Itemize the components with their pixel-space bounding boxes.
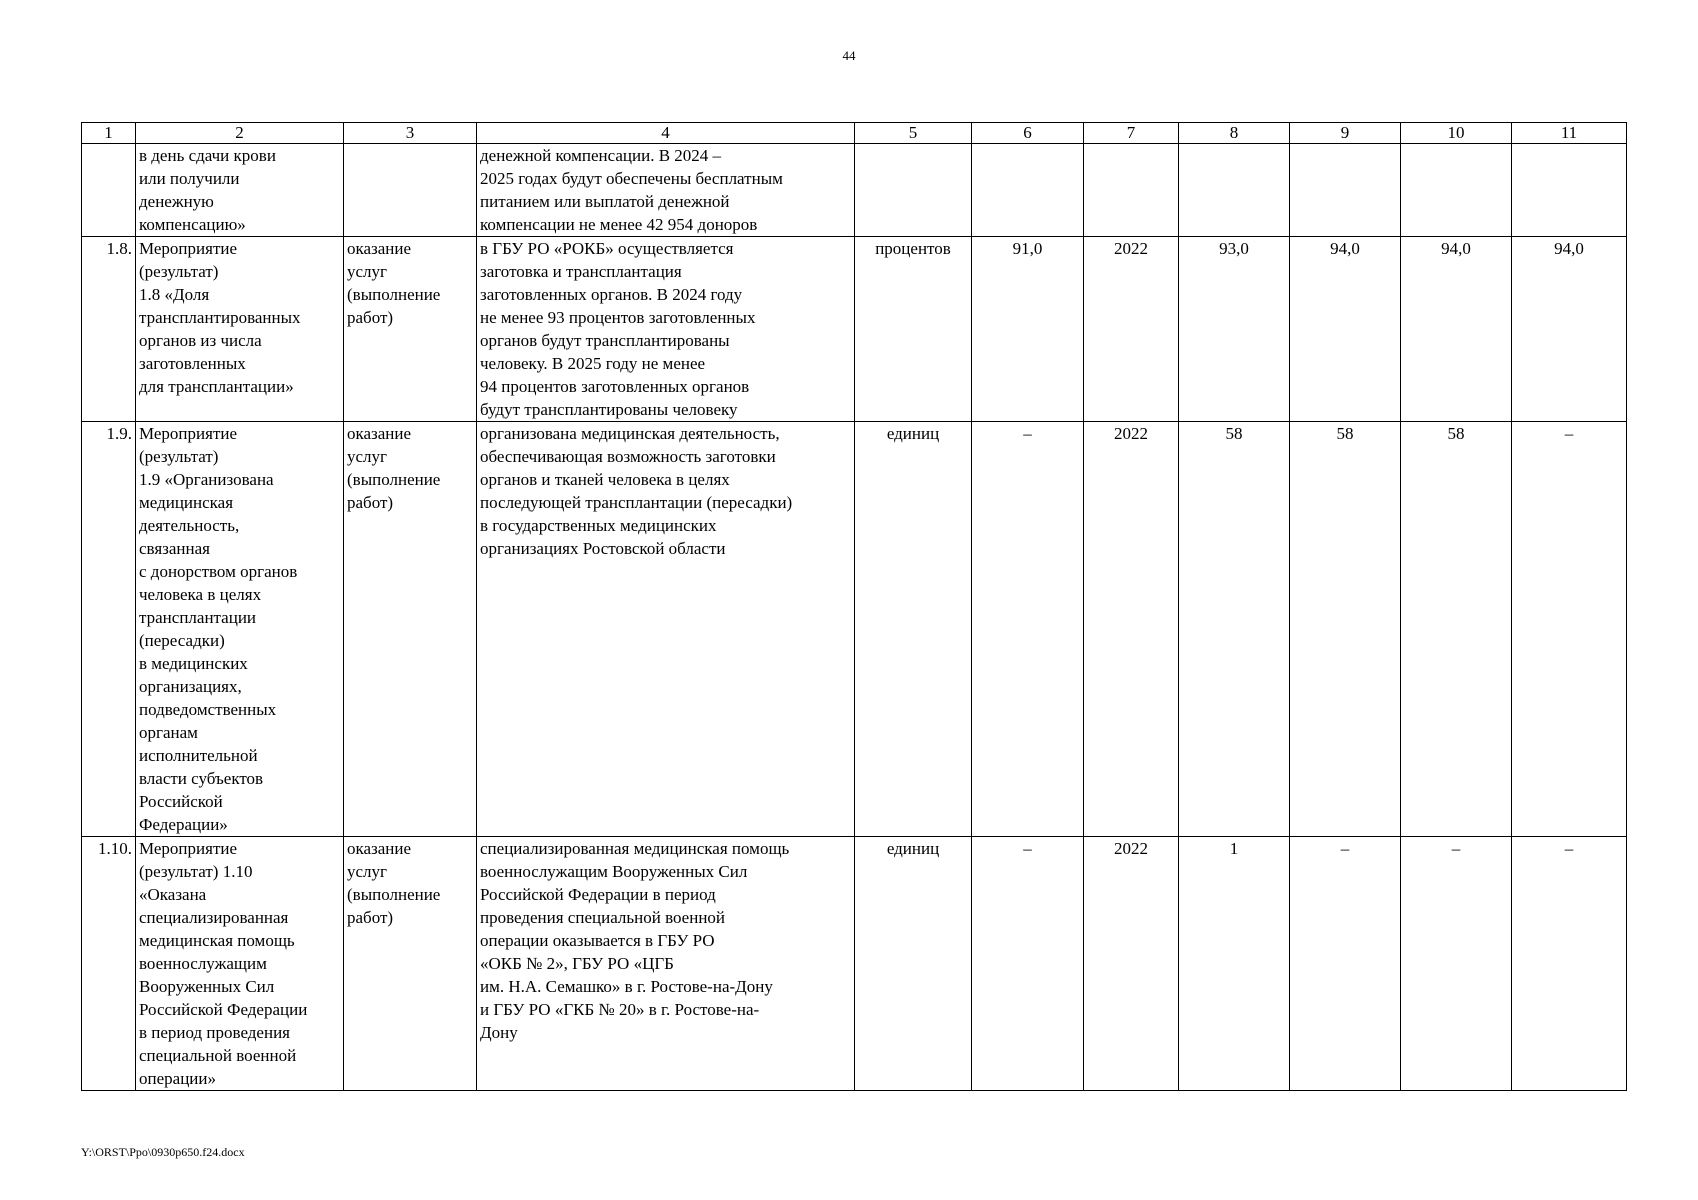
indicators-table bbox=[81, 122, 1627, 1091]
col-header: 8 bbox=[1179, 123, 1290, 144]
measure-name: Мероприятие (результат) 1.9 «Организована медицинская деятельность, связанная с донорством органов человека в целях трансплантации (пересадки) в медицинских организациях, подведомственных органам исполнительной власти субъектов Российской Федерации» bbox=[136, 422, 344, 837]
col-header: 2 bbox=[136, 123, 344, 144]
unit-cell bbox=[855, 144, 972, 237]
measure-description: денежной компенсации. В 2024 – 2025 годах будут обеспечены бесплатным питанием или выплатой денежной компенсации не менее 42 954 доноров bbox=[477, 144, 855, 237]
header-row bbox=[82, 123, 1627, 144]
row-number bbox=[82, 144, 136, 237]
value-cell bbox=[1179, 144, 1290, 237]
table-row bbox=[82, 237, 1627, 422]
col-header: 1 bbox=[82, 123, 136, 144]
value-cell: 58 bbox=[1179, 422, 1290, 837]
unit-cell: процентов bbox=[855, 237, 972, 422]
value-cell: – bbox=[1512, 422, 1627, 837]
value-cell: – bbox=[1290, 837, 1401, 1091]
unit-cell: единиц bbox=[855, 422, 972, 837]
value-cell: – bbox=[1512, 837, 1627, 1091]
col-header: 6 bbox=[972, 123, 1084, 144]
value-cell: 94,0 bbox=[1512, 237, 1627, 422]
col-header: 3 bbox=[344, 123, 477, 144]
col-header: 11 bbox=[1512, 123, 1627, 144]
year-cell bbox=[1084, 144, 1179, 237]
value-cell: – bbox=[972, 837, 1084, 1091]
value-cell bbox=[972, 144, 1084, 237]
value-cell bbox=[1401, 144, 1512, 237]
measure-description: специализированная медицинская помощь военнослужащим Вооруженных Сил Российской Федерации в период проведения специальной военной операции оказывается в ГБУ РО «ОКБ № 2», ГБУ РО «ЦГБ им. Н.А. Семашко» в г. Ростове-на-Дону и ГБУ РО «ГКБ № 20» в г. Ростове-на- Дону bbox=[477, 837, 855, 1091]
row-number: 1.8. bbox=[82, 237, 136, 422]
col-header: 10 bbox=[1401, 123, 1512, 144]
value-cell: 93,0 bbox=[1179, 237, 1290, 422]
value-cell: 94,0 bbox=[1290, 237, 1401, 422]
year-cell: 2022 bbox=[1084, 837, 1179, 1091]
col-header: 4 bbox=[477, 123, 855, 144]
col-header: 9 bbox=[1290, 123, 1401, 144]
table-row bbox=[82, 144, 1627, 237]
value-cell: 1 bbox=[1179, 837, 1290, 1091]
measure-name: в день сдачи крови или получили денежную компенсацию» bbox=[136, 144, 344, 237]
value-cell bbox=[1512, 144, 1627, 237]
year-cell: 2022 bbox=[1084, 237, 1179, 422]
measure-type: оказание услуг (выполнение работ) bbox=[344, 237, 477, 422]
table-row bbox=[82, 422, 1627, 837]
row-number: 1.10. bbox=[82, 837, 136, 1091]
measure-description: организована медицинская деятельность, обеспечивающая возможность заготовки органов и тканей человека в целях последующей трансплантации (пересадки) в государственных медицинских организациях Ростовской области bbox=[477, 422, 855, 837]
value-cell: 58 bbox=[1290, 422, 1401, 837]
measure-type: оказание услуг (выполнение работ) bbox=[344, 422, 477, 837]
value-cell: 91,0 bbox=[972, 237, 1084, 422]
footer-file-path: Y:\ORST\Ppo\0930p650.f24.docx bbox=[81, 1145, 245, 1159]
table-row bbox=[82, 837, 1627, 1091]
value-cell bbox=[1290, 144, 1401, 237]
value-cell: – bbox=[1401, 837, 1512, 1091]
value-cell: 58 bbox=[1401, 422, 1512, 837]
measure-name: Мероприятие (результат) 1.8 «Доля трансплантированных органов из числа заготовленных для трансплантации» bbox=[136, 237, 344, 422]
value-cell: – bbox=[972, 422, 1084, 837]
col-header: 5 bbox=[855, 123, 972, 144]
year-cell: 2022 bbox=[1084, 422, 1179, 837]
row-number: 1.9. bbox=[82, 422, 136, 837]
unit-cell: единиц bbox=[855, 837, 972, 1091]
measure-type: оказание услуг (выполнение работ) bbox=[344, 837, 477, 1091]
measure-type bbox=[344, 144, 477, 237]
measure-description: в ГБУ РО «РОКБ» осуществляется заготовка и трансплантация заготовленных органов. В 2024 году не менее 93 процентов заготовленных органов будут трансплантированы человеку. В 2025 году не менее 94 процентов заготовленных органов будут трансплантированы человеку bbox=[477, 237, 855, 422]
page-number: 44 bbox=[842, 48, 856, 63]
value-cell: 94,0 bbox=[1401, 237, 1512, 422]
measure-name: Мероприятие (результат) 1.10 «Оказана специализированная медицинская помощь военнослужащим Вооруженных Сил Российской Федерации в период проведения специальной военной операции» bbox=[136, 837, 344, 1091]
col-header: 7 bbox=[1084, 123, 1179, 144]
